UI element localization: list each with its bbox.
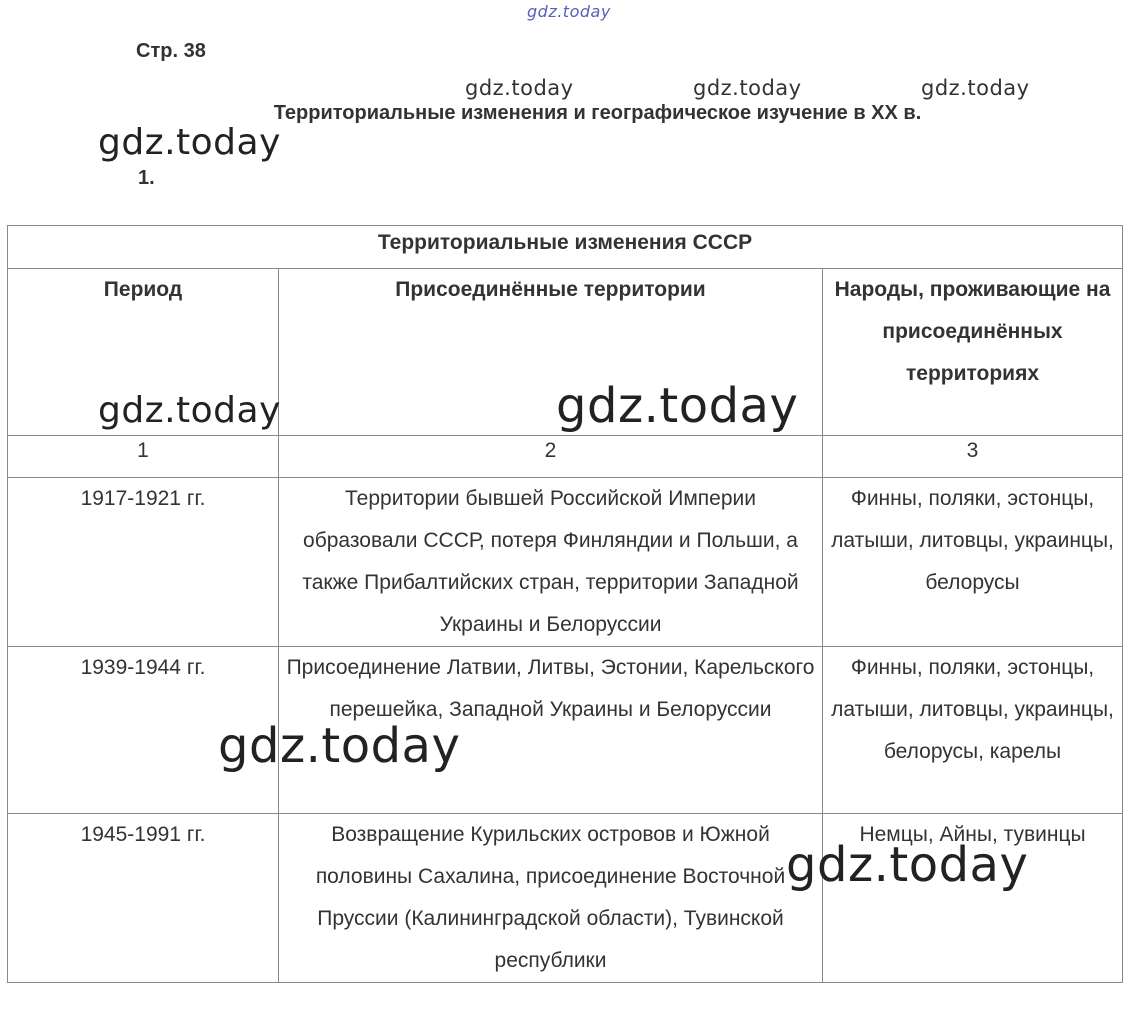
header-peoples: Народы, проживающие на присоединённых территориях (823, 269, 1123, 436)
column-number: 2 (279, 436, 823, 478)
period-cell: 1917-1921 гг. (8, 478, 279, 647)
column-number: 1 (8, 436, 279, 478)
watermark-text: gdz.today (693, 76, 802, 100)
header-territories: Присоединённые территории (279, 269, 823, 436)
territories-cell: Присоединение Латвии, Литвы, Эстонии, Карельского перешейка, Западной Украины и Белоруссии (279, 647, 823, 814)
watermark-text: gdz.today (98, 390, 281, 431)
territories-cell: Возвращение Курильских островов и Южной половины Сахалина, присоединение Восточной Пруссии (Калининградской области), Тувинской республики (279, 814, 823, 983)
page-label: Стр. 38 (136, 40, 206, 62)
table-caption: Территориальные изменения СССР (8, 226, 1123, 269)
period-cell: 1939-1944 гг. (8, 647, 279, 814)
task-number: 1. (138, 167, 155, 189)
watermark-text: gdz.today (527, 2, 611, 21)
peoples-cell: Финны, поляки, эстонцы, латыши, литовцы, украинцы, белорусы, карелы (823, 647, 1123, 814)
peoples-cell: Финны, поляки, эстонцы, латыши, литовцы, украинцы, белорусы (823, 478, 1123, 647)
watermark-text: gdz.today (98, 122, 281, 163)
watermark-text: gdz.today (921, 76, 1030, 100)
watermark-text: gdz.today (786, 837, 1029, 893)
column-number-row (8, 436, 1123, 478)
header-period: Период (8, 269, 279, 436)
peoples-cell: Немцы, Айны, тувинцы (823, 814, 1123, 983)
territories-cell: Территории бывшей Российской Империи образовали СССР, потеря Финляндии и Польши, а также Прибалтийских стран, территории Западной Украины и Белоруссии (279, 478, 823, 647)
watermark-text: gdz.today (218, 718, 461, 774)
watermark-text: gdz.today (465, 76, 574, 100)
table-row (8, 647, 1123, 814)
column-number: 3 (823, 436, 1123, 478)
page-heading: Территориальные изменения и географическое изучение в XX в. (273, 102, 922, 124)
table-row (8, 478, 1123, 647)
period-cell: 1945-1991 гг. (8, 814, 279, 983)
watermark-text: gdz.today (556, 378, 799, 434)
